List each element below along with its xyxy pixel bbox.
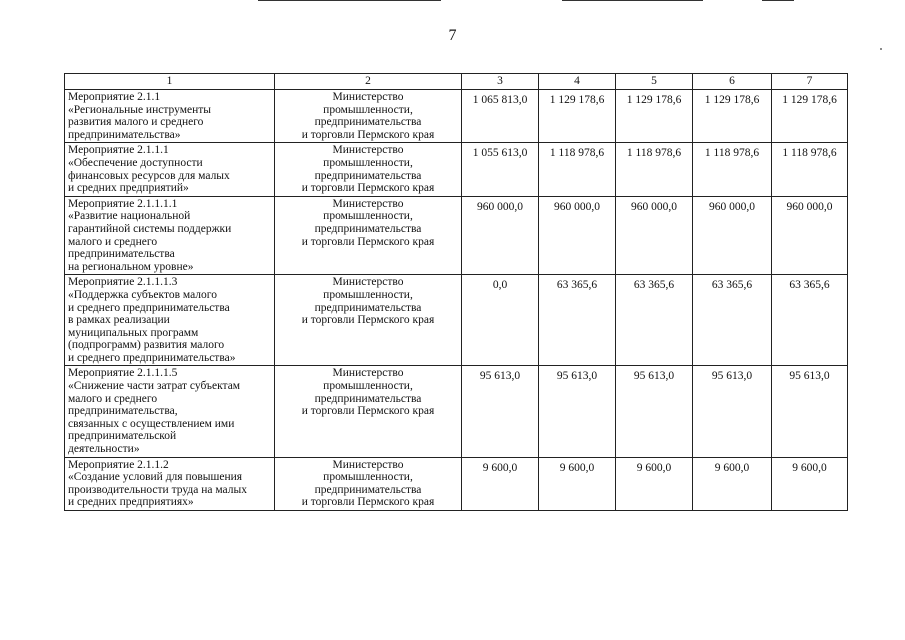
value-cell-col6: 95 613,0 [693,366,772,457]
value-cell-col7: 1 118 978,6 [772,143,848,196]
value-cell-col6: 1 118 978,6 [693,143,772,196]
column-header-1: 1 [65,74,275,90]
value-cell-col5: 9 600,0 [616,457,693,510]
activity-name-line: малого и среднего [68,392,158,405]
value-cell-col3: 960 000,0 [462,196,539,275]
activity-name-line: в рамках реализации [68,314,170,327]
value-cell-col6: 63 365,6 [693,275,772,366]
column-header-3: 3 [462,74,539,90]
value-cell-col5: 1 129 178,6 [616,90,693,143]
activity-name-cell [65,275,275,366]
value-cell-col5: 95 613,0 [616,366,693,457]
activity-name-line: «Снижение части затрат субъектам [68,380,241,393]
table-body [65,90,848,511]
activity-name-line: на региональном уровне» [68,260,194,273]
table-row [65,457,848,510]
activity-name-line: «Обеспечение доступности [68,156,203,169]
executor-cell [275,90,462,143]
value-cell-col7: 95 613,0 [772,366,848,457]
column-header-6: 6 [693,74,772,90]
value-cell-col4: 960 000,0 [539,196,616,275]
executor-line: предпринимательства [314,301,422,314]
activity-name-line: муниципальных программ [68,326,199,339]
executor-line: Министерство [332,144,404,157]
top-rule-right [762,0,794,1]
value-cell-col3: 0,0 [462,275,539,366]
activity-name-line: и средних предприятиях» [68,496,194,509]
activity-name-line: и среднего предпринимательства» [68,351,236,364]
activity-name-line: предпринимательства, [68,405,178,418]
column-header-2: 2 [275,74,462,90]
executor-line: Министерство [332,367,404,380]
activity-name-cell [65,457,275,510]
executor-line: и торговли Пермского края [301,405,435,418]
value-cell-col6: 9 600,0 [693,457,772,510]
activity-name-line: гарантийной системы поддержки [68,222,232,235]
column-header-5: 5 [616,74,693,90]
activity-name-line: и средних предприятий» [68,182,189,195]
executor-cell [275,196,462,275]
activity-name-line: производительности труда на малых [68,483,247,496]
activity-name-line: связанных с осуществлением ими [68,417,235,430]
table-row [65,196,848,275]
value-cell-col4: 63 365,6 [539,275,616,366]
value-cell-col6: 1 129 178,6 [693,90,772,143]
executor-line: и торговли Пермского края [301,182,435,195]
value-cell-col4: 9 600,0 [539,457,616,510]
header-row [65,74,848,90]
scan-speck [880,48,882,50]
executor-line: промышленности, [323,288,413,301]
column-header-4: 4 [539,74,616,90]
activity-name-cell [65,90,275,143]
activity-name-line: предпринимательства» [68,128,181,141]
executor-line: Министерство [332,91,404,103]
top-rule-left [258,0,441,1]
value-cell-col4: 1 118 978,6 [539,143,616,196]
activity-name-line: Мероприятие 2.1.1.1.3 [68,276,178,289]
executor-cell [275,143,462,196]
executor-line: и торговли Пермского края [301,128,435,141]
executor-line: и торговли Пермского края [301,235,435,248]
executor-line: Министерство [332,458,404,471]
table-row [65,366,848,457]
executor-cell [275,457,462,510]
table-row [65,275,848,366]
activity-name-line: развития малого и среднего [68,116,204,129]
value-cell-col7: 9 600,0 [772,457,848,510]
page-number: 7 [448,27,457,44]
executor-line: Министерство [332,197,404,210]
activity-name-line: предпринимательской [68,430,177,443]
executor-line: предпринимательства [314,483,422,496]
activity-name-cell [65,366,275,457]
value-cell-col7: 63 365,6 [772,275,848,366]
executor-line: промышленности, [323,380,413,393]
executor-cell [275,366,462,457]
activity-name-line: (подпрограмм) развития малого [68,339,225,352]
activity-name-cell [65,143,275,196]
activity-name-line: деятельности» [68,443,140,456]
activity-name-line: Мероприятие 2.1.1.1.5 [68,367,178,380]
column-header-7: 7 [772,74,848,90]
value-cell-col5: 63 365,6 [616,275,693,366]
table-row [65,90,848,143]
activity-name-line: Мероприятие 2.1.1.2 [68,458,169,471]
executor-line: промышленности, [323,103,413,116]
executor-line: и торговли Пермского края [301,496,435,509]
table-row [65,143,848,196]
activity-name-line: Мероприятие 2.1.1 [68,91,161,103]
value-cell-col4: 1 129 178,6 [539,90,616,143]
value-cell-col7: 960 000,0 [772,196,848,275]
activity-name-line: Мероприятие 2.1.1.1.1 [68,197,178,210]
value-cell-col3: 1 055 613,0 [462,143,539,196]
activity-name-line: и среднего предпринимательства [68,301,230,314]
activity-name-line: «Поддержка субъектов малого [68,288,217,301]
activity-name-line: Мероприятие 2.1.1.1 [68,144,169,157]
executor-line: промышленности, [323,210,413,223]
activity-name-line: «Развитие национальной [68,210,191,223]
value-cell-col5: 1 118 978,6 [616,143,693,196]
funding-table [64,73,848,511]
executor-line: предпринимательства [314,169,422,182]
activity-name-cell [65,196,275,275]
executor-line: Министерство [332,276,404,289]
executor-line: предпринимательства [314,222,422,235]
executor-line: промышленности, [323,156,413,169]
executor-cell [275,275,462,366]
executor-line: и торговли Пермского края [301,314,435,327]
value-cell-col3: 1 065 813,0 [462,90,539,143]
value-cell-col3: 95 613,0 [462,366,539,457]
executor-line: предпринимательства [314,392,422,405]
value-cell-col6: 960 000,0 [693,196,772,275]
activity-name-line: предпринимательства [68,248,175,261]
value-cell-col7: 1 129 178,6 [772,90,848,143]
activity-name-line: малого и среднего [68,235,158,248]
value-cell-col5: 960 000,0 [616,196,693,275]
activity-name-line: «Региональные инструменты [68,103,211,116]
activity-name-line: финансовых ресурсов для малых [68,169,230,182]
activity-name-line: «Создание условий для повышения [68,471,243,484]
value-cell-col3: 9 600,0 [462,457,539,510]
top-rule-middle [562,0,703,1]
executor-line: промышленности, [323,471,413,484]
executor-line: предпринимательства [314,116,422,129]
value-cell-col4: 95 613,0 [539,366,616,457]
